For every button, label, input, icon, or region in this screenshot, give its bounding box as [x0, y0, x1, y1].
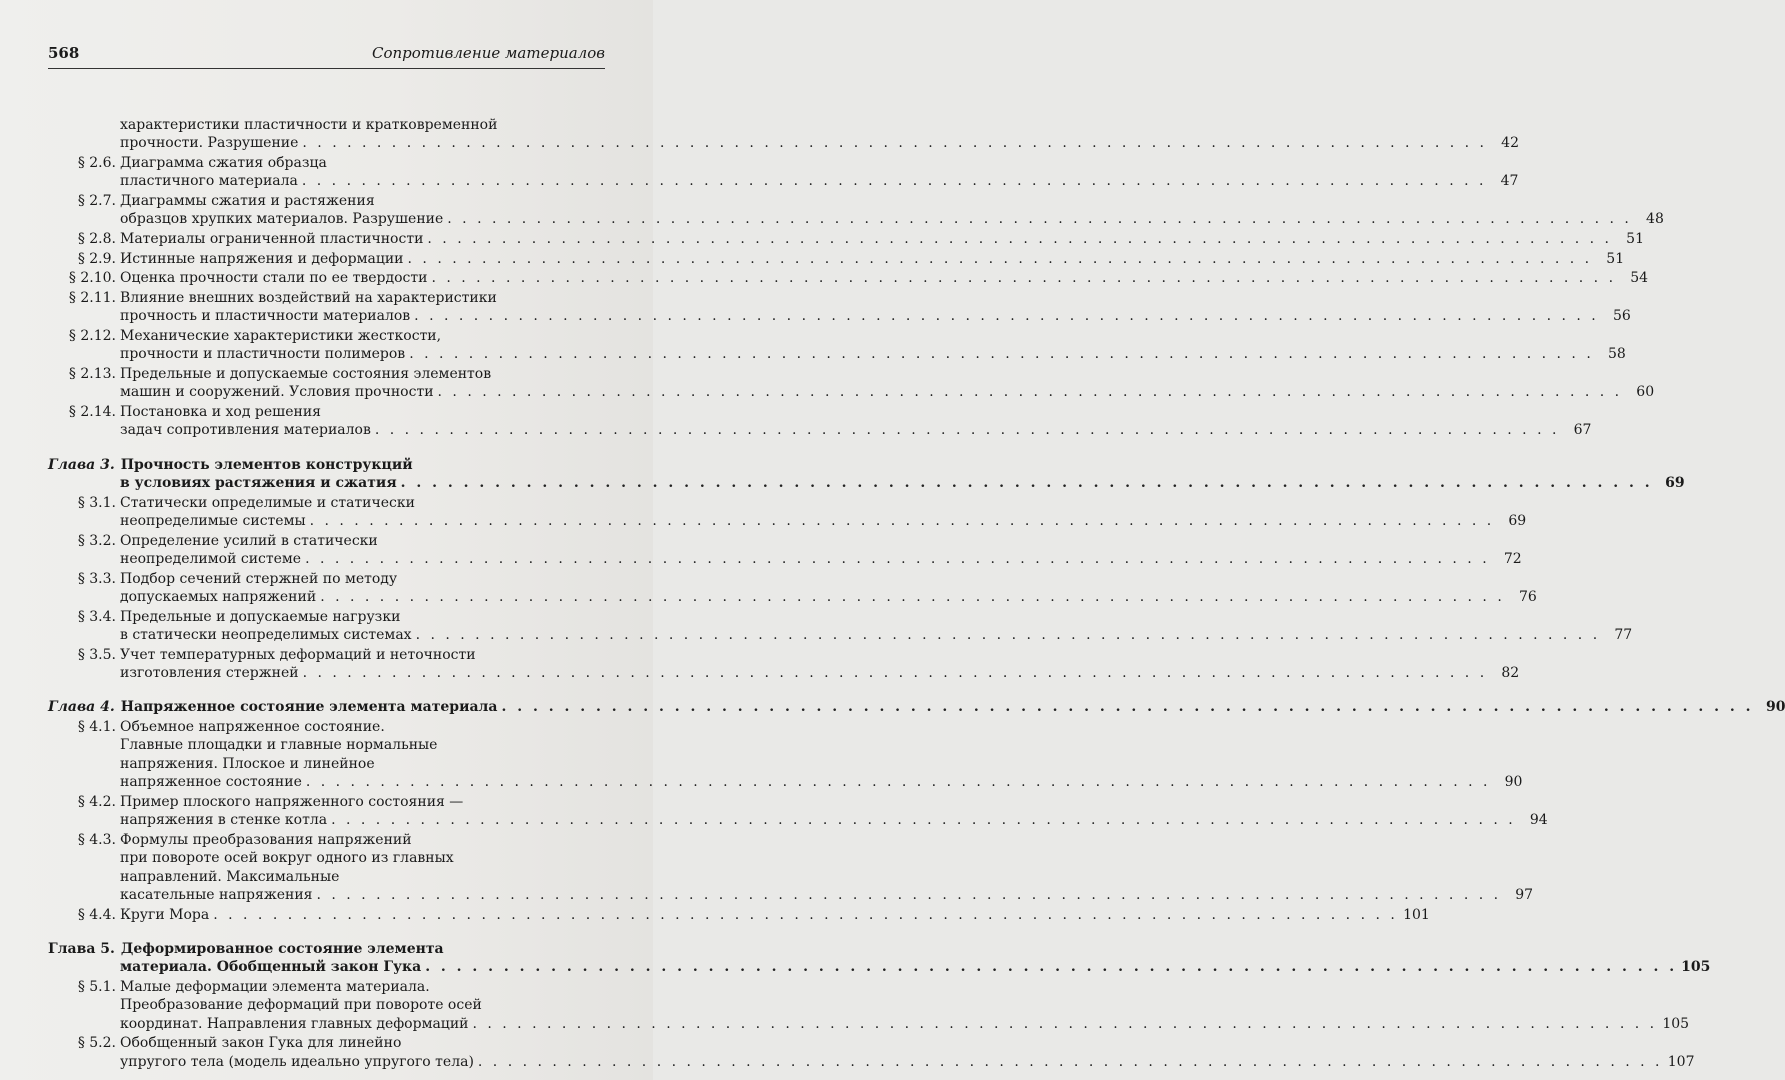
toc-entry-text: прочности и пластичности полимеров — [120, 346, 406, 363]
page-ref: 101 — [1403, 906, 1430, 923]
toc-entry-text: упругого тела (модель идеально упругого тела) — [120, 1053, 474, 1070]
toc-entry-last-line — [120, 210, 1664, 228]
dot-leader: . . . . . . . . . . . . . . . . . . . . . . . . . . . . . . . . . . . . . . . . . . . . . . . . . . . . . . . . . . . . . . . . . . . . . . . . . . . . . . . . — [213, 906, 1398, 923]
section-number: § 2.6. — [77, 155, 116, 171]
toc-section-entry — [48, 403, 1592, 440]
toc-entry-line — [77, 570, 601, 588]
section-number: § 2.14. — [68, 403, 116, 420]
toc-entry-line — [77, 646, 601, 664]
toc-entry-last-line — [120, 474, 1685, 492]
dot-leader: . . . . . . . . . . . . . . . . . . . . . . . . . . . . . . . . . . . . . . . . . . . . . . . . . . . . . . . . . . . . . . . . . . . . . . . . . . . . . . . . — [320, 589, 1505, 605]
toc-entry-text: материала. Обобщенный закон Гука — [120, 959, 422, 976]
section-number: § 2.9. — [77, 250, 116, 267]
toc-entry-text: Формулы преобразования напряжений — [120, 831, 412, 848]
section-number: § 5.1. — [77, 979, 116, 996]
toc-chapter-entry — [48, 456, 1685, 493]
section-number: § 4.4. — [77, 906, 116, 923]
toc-entry-text: машин и сооружений. Условия прочности — [120, 384, 434, 401]
toc-section-entry — [48, 250, 1625, 268]
dot-leader: . . . . . . . . . . . . . . . . . . . . . . . . . . . . . . . . . . . . . . . . . . . . . . . . . . . . . . . . . . . . . . . . . . . . . . . . . . . . . . . . — [305, 774, 1491, 791]
toc-entry-text: задач сопротивления материалов — [120, 422, 371, 439]
dot-leader: . . . . . . . . . . . . . . . . . . . . . . . . . . . . . . . . . . . . . . . . . . . . . . . . . . . . . . . . . . . . . . . . . . . . . . . . . . . . . . . . — [415, 627, 1601, 643]
chapter-number: Глава 4. — [48, 699, 115, 716]
page-ref: 105 — [1662, 1015, 1690, 1032]
toc-chapter-entry — [48, 940, 1711, 977]
toc-entry-text: Определение усилий в статически — [120, 532, 378, 549]
running-title: Сопротивление материалов — [371, 44, 605, 62]
toc-entry-text: Диаграмма сжатия образца — [120, 155, 327, 171]
toc-entry-line — [68, 403, 601, 421]
toc-entry-text: Деформированное состояние элемента — [120, 941, 444, 958]
section-number: § 2.13. — [68, 365, 116, 382]
toc-entry-last-line — [120, 172, 1519, 190]
toc-entry-line — [48, 456, 601, 474]
page-ref: 77 — [1614, 627, 1633, 643]
chapter-number: Глава 5. — [48, 941, 115, 958]
page-ref: 107 — [1667, 1053, 1695, 1070]
dot-leader: . . . . . . . . . . . . . . . . . . . . . . . . . . . . . . . . . . . . . . . . . . . . . . . . . . . . . . . . . . . . . . . . . . . . . . . . . . . . . . . . — [472, 1015, 1658, 1032]
toc-entry-last-line — [120, 626, 1633, 644]
toc-section-entry — [48, 365, 1655, 402]
toc-entry-text: Круги Мора — [120, 906, 210, 923]
toc-section-entry — [48, 646, 1520, 683]
dot-leader: . . . . . . . . . . . . . . . . . . . . . . . . . . . . . . . . . . . . . . . . . . . . . . . . . . . . . . . . . . . . . . . . . . . . . . . . . . . . . . . . — [407, 250, 1593, 267]
toc-entry-last-line — [120, 886, 1534, 904]
toc-entry-last-line — [120, 773, 1523, 791]
toc-entry-text: касательные напряжения — [120, 887, 313, 904]
dot-leader: . . . . . . . . . . . . . . . . . . . . . . . . . . . . . . . . . . . . . . . . . . . . . . . . . . . . . . . . . . . . . . . . . . . . . . . . . . . . . . . . — [447, 211, 1632, 228]
toc-entry-line — [120, 755, 601, 773]
page-ref: 105 — [1681, 959, 1711, 976]
page-ref: 76 — [1518, 589, 1537, 605]
toc-entry-last-line — [120, 307, 1631, 325]
toc-entry-text: характеристики пластичности и кратковременной — [120, 117, 498, 133]
toc-entry-text: Оценка прочности стали по ее твердости — [120, 270, 428, 287]
dot-leader: . . . . . . . . . . . . . . . . . . . . . . . . . . . . . . . . . . . . . . . . . . . . . . . . . . . . . . . . . . . . . . . . . . . . . . . . . . . . . . . . — [309, 513, 1495, 529]
toc-entry-text: направлений. Максимальные — [120, 868, 340, 885]
toc-entry-line — [68, 365, 601, 383]
dot-leader: . . . . . . . . . . . . . . . . . . . . . . . . . . . . . . . . . . . . . . . . . . . . . . . . . . . . . . . . . . . . . . . . . . . . . . . . . . . . . . . . — [425, 959, 1678, 976]
toc-entry-text: Прочность элементов конструкций — [120, 456, 413, 473]
toc-entry-last-line — [120, 588, 1537, 606]
dot-leader: . . . . . . . . . . . . . . . . . . . . . . . . . . . . . . . . . . . . . . . . . . . . . . . . . . . . . . . . . . . . . . . . . . . . . . . . . . . . . . . . — [331, 812, 1516, 829]
section-number: § 4.2. — [77, 793, 116, 810]
toc-section-entry — [48, 327, 1626, 364]
section-number: § 3.3. — [77, 570, 116, 587]
toc-entry-text: Истинные напряжения и деформации — [120, 250, 404, 267]
toc-entry-text: неопределимые системы — [120, 513, 306, 529]
chapter-number: Глава 3. — [48, 456, 115, 473]
dot-leader: . . . . . . . . . . . . . . . . . . . . . . . . . . . . . . . . . . . . . . . . . . . . . . . . . . . . . . . . . . . . . . . . . . . . . . . . . . . . . . . . — [501, 699, 1754, 716]
toc-entry-line — [77, 494, 601, 512]
toc-entry-line — [77, 793, 601, 811]
toc-section-entry — [48, 269, 1649, 287]
toc-section-entry — [48, 116, 1519, 153]
toc-entry-last-line — [120, 550, 1522, 568]
dot-leader: . . . . . . . . . . . . . . . . . . . . . . . . . . . . . . . . . . . . . . . . . . . . . . . . . . . . . . . . . . . . . . . . . . . . . . . . . . . . . . . . — [409, 346, 1594, 363]
toc-entry-text: Предельные и допускаемые состояния элементов — [120, 365, 492, 382]
toc-entry-text: допускаемых напряжений — [120, 589, 317, 605]
page-ref: 69 — [1665, 475, 1685, 491]
toc-entry-text: Напряженное состояние элемента материала — [120, 699, 498, 716]
section-number: § 5.2. — [77, 1035, 116, 1052]
toc-entry-last-line — [68, 269, 1649, 287]
toc-entry-line — [120, 849, 601, 867]
toc-entry-line — [77, 1034, 601, 1052]
toc-entry-line — [77, 831, 601, 849]
section-number: § 2.10. — [68, 270, 116, 287]
section-number: § 3.5. — [77, 646, 116, 663]
dot-leader: . . . . . . . . . . . . . . . . . . . . . . . . . . . . . . . . . . . . . . . . . . . . . . . . . . . . . . . . . . . . . . . . . . . . . . . . . . . . . . . . — [427, 231, 1612, 247]
toc-section-entry — [48, 608, 1633, 645]
toc-entry-text: Учет температурных деформаций и неточности — [120, 646, 476, 663]
dot-leader: . . . . . . . . . . . . . . . . . . . . . . . . . . . . . . . . . . . . . . . . . . . . . . . . . . . . . . . . . . . . . . . . . . . . . . . . . . . . . . . . — [414, 308, 1599, 325]
page-ref: 69 — [1508, 513, 1527, 529]
toc-entry-last-line — [48, 698, 1785, 716]
toc-section-entry — [48, 831, 1534, 905]
page-ref: 51 — [1606, 250, 1625, 267]
toc-entry-text: изготовления стержней — [120, 665, 299, 681]
section-number: § 4.3. — [77, 831, 116, 848]
page-ref: 42 — [1501, 135, 1519, 152]
toc-entry-line — [77, 978, 601, 996]
toc-section-entry — [48, 978, 1690, 1033]
toc-entry-text: при повороте осей вокруг одного из главных — [120, 850, 454, 867]
toc-entry-text: в статически неопределимых системах — [120, 627, 412, 643]
toc-entry-text: неопределимой системе — [120, 551, 302, 567]
toc-entry-text: образцов хрупких материалов. Разрушение — [120, 211, 444, 228]
dot-leader: . . . . . . . . . . . . . . . . . . . . . . . . . . . . . . . . . . . . . . . . . . . . . . . . . . . . . . . . . . . . . . . . . . . . . . . . . . . . . . . . — [301, 173, 1487, 190]
toc-section-entry — [48, 494, 1527, 531]
dot-leader: . . . . . . . . . . . . . . . . . . . . . . . . . . . . . . . . . . . . . . . . . . . . . . . . . . . . . . . . . . . . . . . . . . . . . . . . . . . . . . . . — [316, 887, 1502, 904]
dot-leader: . . . . . . . . . . . . . . . . . . . . . . . . . . . . . . . . . . . . . . . . . . . . . . . . . . . . . . . . . . . . . . . . . . . . . . . . . . . . . . . . — [431, 270, 1617, 287]
toc-entry-text: Подбор сечений стержней по методу — [120, 570, 398, 587]
toc-entry-text: координат. Направления главных деформаций — [120, 1015, 469, 1032]
section-number: § 2.7. — [77, 193, 116, 209]
toc-section-entry — [48, 718, 1523, 792]
toc-entry-text: Предельные и допускаемые нагрузки — [120, 608, 401, 625]
section-number: § 3.1. — [77, 494, 116, 511]
dot-leader: . . . . . . . . . . . . . . . . . . . . . . . . . . . . . . . . . . . . . . . . . . . . . . . . . . . . . . . . . . . . . . . . . . . . . . . . . . . . . . . . — [400, 475, 1653, 491]
section-number: § 2.11. — [68, 289, 116, 306]
toc-entry-text: Постановка и ход решения — [120, 403, 321, 420]
toc-section-entry — [48, 192, 1664, 229]
toc-entry-line — [120, 996, 601, 1014]
toc-entry-text: напряжения. Плоское и линейное — [120, 755, 375, 772]
page-ref: 47 — [1500, 173, 1519, 190]
page-ref: 51 — [1626, 231, 1644, 247]
toc-section-entry — [48, 289, 1631, 326]
toc-section-entry — [48, 793, 1548, 830]
toc-entry-last-line — [120, 421, 1592, 439]
page-number: 568 — [48, 44, 80, 62]
section-number: § 3.2. — [77, 532, 116, 549]
toc-entry-last-line — [120, 512, 1527, 530]
page-ref: 90 — [1504, 774, 1523, 791]
toc-entry-last-line — [120, 1053, 1695, 1071]
toc-entry-line — [77, 154, 601, 172]
toc-entry-text: Диаграммы сжатия и растяжения — [120, 193, 375, 209]
toc-entry-last-line — [120, 664, 1520, 682]
dot-leader: . . . . . . . . . . . . . . . . . . . . . . . . . . . . . . . . . . . . . . . . . . . . . . . . . . . . . . . . . . . . . . . . . . . . . . . . . . . . . . . . — [305, 551, 1490, 567]
toc-entry-text: пластичного материала — [120, 173, 298, 190]
toc-chapter-entry — [48, 698, 1785, 716]
page-ref: 48 — [1646, 211, 1664, 228]
section-number: § 4.1. — [77, 719, 116, 735]
page-ref: 90 — [1765, 699, 1785, 716]
toc-entry-text: в условиях растяжения и сжатия — [120, 475, 397, 491]
toc-section-entry — [48, 532, 1522, 569]
toc-section-entry — [48, 906, 1430, 924]
dot-leader: . . . . . . . . . . . . . . . . . . . . . . . . . . . . . . . . . . . . . . . . . . . . . . . . . . . . . . . . . . . . . . . . . . . . . . . . . . . . . . . . — [477, 1053, 1663, 1070]
toc-entry-text: прочности. Разрушение — [120, 135, 299, 152]
toc-entry-last-line — [120, 134, 1519, 152]
page-ref: 94 — [1529, 812, 1548, 829]
toc-entry-last-line — [120, 1015, 1690, 1033]
toc-entry-text: Влияние внешних воздействий на характеристики — [120, 289, 497, 306]
toc-entry-line — [120, 868, 601, 886]
toc-entry-text: напряжения в стенке котла — [120, 812, 328, 829]
toc-section-entry — [48, 1034, 1695, 1071]
toc-entry-line — [48, 940, 601, 958]
toc-entry-text: Статически определимые и статически — [120, 494, 415, 511]
page-ref: 67 — [1573, 422, 1592, 439]
page-ref: 97 — [1515, 887, 1534, 904]
page-ref: 60 — [1636, 384, 1655, 401]
toc-entry-line — [68, 327, 601, 345]
page-ref: 72 — [1503, 551, 1522, 567]
toc-entry-text: Объемное напряженное состояние. — [120, 719, 385, 735]
page-ref: 82 — [1501, 665, 1520, 681]
page-ref: 58 — [1607, 346, 1626, 363]
table-of-contents — [48, 116, 1785, 1072]
toc-section-entry — [48, 230, 1644, 248]
toc-entry-text: Главные площадки и главные нормальные — [120, 737, 438, 754]
toc-entry-last-line — [77, 906, 1430, 924]
section-number: § 2.8. — [77, 231, 116, 247]
page-header — [48, 40, 605, 69]
toc-entry-last-line — [120, 811, 1548, 829]
toc-entry-last-line — [77, 230, 1644, 248]
toc-entry-line — [120, 116, 601, 134]
toc-entry-text: Малые деформации элемента материала. — [120, 979, 430, 996]
toc-entry-text: напряженное состояние — [120, 774, 302, 791]
toc-entry-text: Пример плоского напряженного состояния — — [120, 793, 464, 810]
dot-leader: . . . . . . . . . . . . . . . . . . . . . . . . . . . . . . . . . . . . . . . . . . . . . . . . . . . . . . . . . . . . . . . . . . . . . . . . . . . . . . . . — [437, 384, 1623, 401]
toc-entry-text: Механические характеристики жесткости, — [120, 327, 442, 344]
toc-entry-text: Материалы ограниченной пластичности — [120, 231, 424, 247]
toc-entry-text: Преобразование деформаций при повороте осей — [120, 997, 482, 1014]
toc-entry-line — [77, 608, 601, 626]
toc-section-entry — [48, 154, 1519, 191]
page-ref: 54 — [1630, 270, 1649, 287]
toc-entry-last-line — [120, 383, 1655, 401]
section-number: § 3.4. — [77, 608, 116, 625]
section-number: § 2.12. — [68, 327, 116, 344]
toc-entry-line — [68, 289, 601, 307]
toc-section-entry — [48, 570, 1537, 607]
dot-leader: . . . . . . . . . . . . . . . . . . . . . . . . . . . . . . . . . . . . . . . . . . . . . . . . . . . . . . . . . . . . . . . . . . . . . . . . . . . . . . . . — [302, 665, 1488, 681]
toc-entry-line — [77, 532, 601, 550]
dot-leader: . . . . . . . . . . . . . . . . . . . . . . . . . . . . . . . . . . . . . . . . . . . . . . . . . . . . . . . . . . . . . . . . . . . . . . . . . . . . . . . . — [302, 135, 1487, 152]
toc-entry-text: Обобщенный закон Гука для линейно — [120, 1035, 402, 1052]
toc-entry-last-line — [120, 345, 1626, 363]
dot-leader: . . . . . . . . . . . . . . . . . . . . . . . . . . . . . . . . . . . . . . . . . . . . . . . . . . . . . . . . . . . . . . . . . . . . . . . . . . . . . . . . — [374, 422, 1560, 439]
toc-entry-line — [77, 718, 601, 736]
toc-entry-line — [77, 192, 601, 210]
toc-entry-text: прочность и пластичности материалов — [120, 308, 411, 325]
toc-entry-last-line — [120, 958, 1711, 976]
toc-entry-last-line — [77, 250, 1625, 268]
page-ref: 56 — [1612, 308, 1631, 325]
toc-entry-line — [120, 736, 601, 754]
